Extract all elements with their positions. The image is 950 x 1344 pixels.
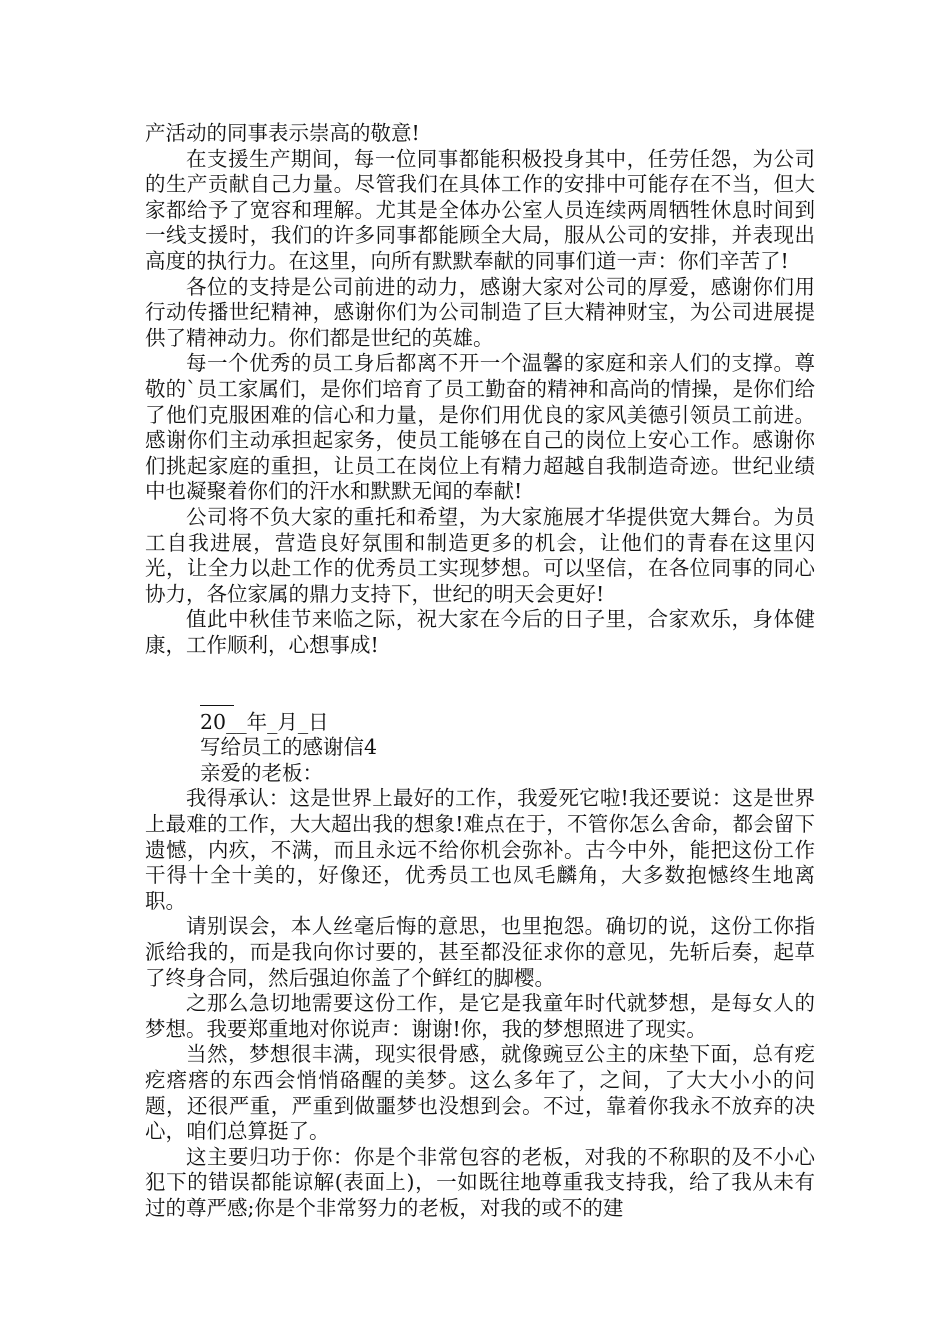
paragraph-best-job: 我得承认：这是世界上最好的工作，我爱死它啦!我还要说：这是世界上最难的工作，大大超出我的想象!难点在于，不管你怎么舍命，都会留下遗憾，内疚，不满，而且永远不给你机会弥补。古今中外，能把这份工作干得十全十美的，好像还，优秀员工也凤毛麟角，大多数抱憾终生地离职。 [145,786,815,913]
paragraph-dream-job: 之那么急切地需要这份工作，是它是我童年时代就梦想，是每女人的梦想。我要郑重地对你说声：谢谢!你，我的梦想照进了现实。 [145,991,815,1041]
paragraph-support-production: 在支援生产期间，每一位同事都能积极投身其中，任劳任怨，为公司的生产贡献自己力量。尽管我们在具体工作的安排中可能存在不当，但大家都给予了宽容和理解。尤其是全体办公室人员连续两周牺牲休息时间到一线支援时，我们的许多同事都能顾全大局，服从公司的安排，并表现出高度的执行力。在这里，向所有默默奉献的同事们道一声：你们辛苦了! [145,146,815,273]
paragraph-family-thanks: 每一个优秀的员工身后都离不开一个温馨的家庭和亲人们的支撑。尊敬的`员工家属们，是你们培育了员工勤奋的精神和高尚的情操，是你们给了他们克服困难的信心和力量，是你们用优良的家风美德引领员工前进。感谢你们主动承担起家务，使员工能够在自己的岗位上安心工作。感谢你们挑起家庭的重担，让员工在岗位上有精力超越自我制造奇迹。世纪业绩中也凝聚着你们的汗水和默默无闻的奉献! [145,351,815,504]
paragraph-reality: 当然，梦想很丰满，现实很骨感，就像豌豆公主的床垫下面，总有疙疙瘩瘩的东西会悄悄硌醒的美梦。这么多年了，之间，了大大小小的问题，还很严重，严重到做噩梦也没想到会。不过，靠着你我永不放弃的决心，咱们总算挺了。 [145,1042,815,1144]
letter-title: 写给员工的感谢信4 [200,735,378,760]
letter-date: 20__年_月_日 [200,709,329,734]
document-page [145,121,815,1222]
paragraph-continued: 产活动的同事表示崇高的敬意! [145,121,420,145]
paragraph-festival-wishes: 值此中秋佳节来临之际，祝大家在今后的日子里，合家欢乐，身体健康，工作顺利，心想事成! [145,607,815,657]
paragraph-company-promise: 公司将不负大家的重托和希望，为大家施展才华提供宽大舞台。为员工自我进展，营造良好氛围和制造更多的机会，让他们的青春在这里闪光，让全力以赴工作的优秀员工实现梦想。可以坚信，在各位同事的同心协力，各位家属的鼎力支持下，世纪的明天会更好! [145,504,815,606]
signature-line [200,684,234,710]
paragraph-credit-boss: 这主要归功于你：你是个非常包容的老板，对我的不称职的及不小心犯下的错误都能谅解(表面上)，一如既往地尊重我支持我，给了我从未有过的尊严感;你是个非常努力的老板，对我的或不的建 [145,1144,815,1220]
paragraph-no-regret: 请别误会，本人丝毫后悔的意思，也里抱怨。确切的说，这份工你指派给我的，而是我向你讨要的，甚至都没征求你的意见，先斩后奏，起草了终身合同，然后强迫你盖了个鲜红的脚樱。 [145,914,815,990]
paragraph-thanks-support: 各位的支持是公司前进的动力，感谢大家对公司的厚爱，感谢你们用行动传播世纪精神，感谢你们为公司制造了巨大精神财宝，为公司进展提供了精神动力。你们都是世纪的英雄。 [145,274,815,350]
blank-line [145,658,815,684]
letter-salutation: 亲爱的老板： [200,760,323,785]
